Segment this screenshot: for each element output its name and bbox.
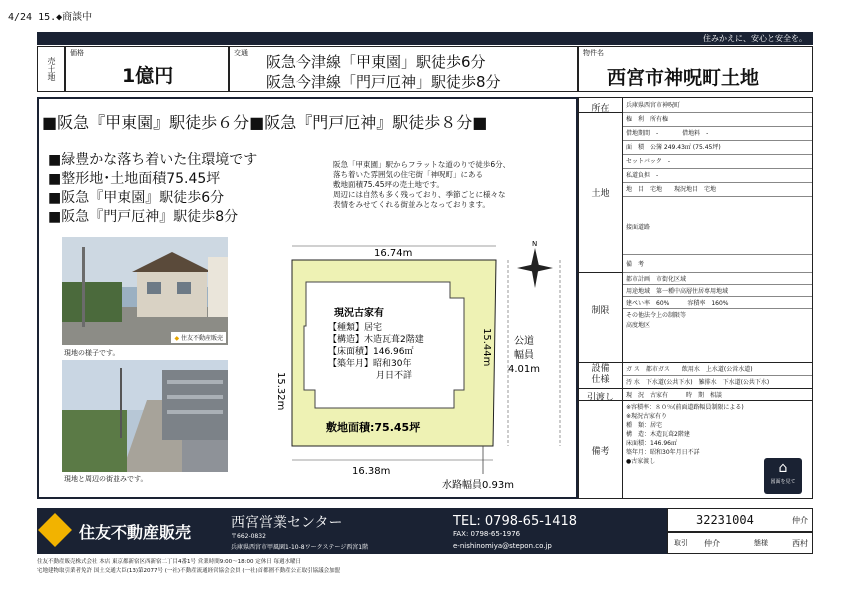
land-category-value: 地 目 宅地 現況地目 宅地 bbox=[626, 186, 717, 193]
property-label: 物件名 bbox=[583, 49, 604, 57]
badge-label: 図面を見て bbox=[770, 479, 796, 485]
price-cell bbox=[65, 46, 229, 92]
description-line: 落ち着いた雰囲気の住宅街「神呪町」にある bbox=[333, 170, 483, 179]
house-line: 【床面積】146.96㎡ bbox=[328, 347, 414, 357]
road-access-value: 接面道路 bbox=[626, 224, 651, 231]
area-value: 面 積 公簿 249.43㎡ (75.45坪) bbox=[626, 144, 721, 151]
access-line-1: 阪急今津線「甲東園」駅徒歩6分 bbox=[266, 53, 486, 71]
description-line: 周辺には自然も多く残っており、季節ごとに様々な bbox=[333, 190, 506, 199]
remark-line: 床面積：146.96㎡ bbox=[626, 440, 677, 447]
private-road-value: 私道負担 - bbox=[626, 172, 659, 179]
section-remarks: 備考 bbox=[591, 447, 610, 457]
zoning1-value: 都市計画 市街化区域 bbox=[626, 276, 687, 283]
bullet-list bbox=[48, 151, 257, 227]
agent-label: 取引 bbox=[674, 539, 688, 547]
photo-site-graphic bbox=[62, 237, 228, 345]
road-width: 4.01m bbox=[508, 364, 541, 375]
remark-line: ●古家渡し bbox=[626, 458, 656, 465]
road-access-row bbox=[623, 196, 812, 255]
section-handover: 引渡し bbox=[586, 393, 614, 403]
other-restrictions-row bbox=[623, 308, 812, 362]
description-line: 阪急「甲東園」駅からフラットな道のりで徒歩6分、 bbox=[333, 160, 511, 169]
drainage-value: 汚 水 下水道(公共下水) 雑排水 下水道(公共下水) bbox=[626, 379, 770, 386]
road-width-label: 幅員 bbox=[514, 350, 534, 361]
section-location: 所在 bbox=[591, 104, 610, 114]
site-area: 敷地面積:75.45坪 bbox=[326, 421, 421, 434]
mode-label: 態様 bbox=[754, 539, 768, 547]
code-label: 仲介 bbox=[792, 516, 808, 525]
rights-row bbox=[623, 112, 812, 127]
tel: TEL: 0798-65-1418 bbox=[453, 514, 578, 529]
code-value: 32231004 bbox=[696, 513, 754, 527]
agent-value: 仲介 bbox=[704, 539, 720, 548]
house-line: 【築年月】昭和30年 bbox=[328, 359, 412, 369]
drainage-row bbox=[623, 375, 812, 388]
access-label: 交通 bbox=[234, 49, 248, 57]
footer-bar bbox=[37, 508, 667, 554]
other-restrictions-value: その他法令上の制限等 bbox=[626, 312, 687, 319]
house-outline bbox=[304, 282, 464, 408]
land-category-row bbox=[623, 182, 812, 197]
house-title: 現況古家有 bbox=[334, 308, 384, 319]
bullet-3: ■阪急『甲東園』駅徒歩6分 bbox=[48, 190, 225, 206]
zoning2-value: 用途地域 第一種中高層住居専用地域 bbox=[626, 288, 729, 295]
property-cell bbox=[578, 46, 813, 92]
price-label: 価格 bbox=[70, 49, 84, 57]
description-line: 表情をみせてくれる街並みとなっております。 bbox=[333, 200, 490, 209]
road-label: 公道 bbox=[514, 336, 534, 347]
gas-value: ガ ス 都市ガス 飲用水 上水道(公営水道) bbox=[626, 366, 753, 373]
waterway-label: 水路幅員0.93m bbox=[442, 480, 515, 491]
house-icon: ⌂ bbox=[778, 460, 788, 476]
remark-line: ※容積率：８０％(前面道路幅員制限による) bbox=[626, 404, 744, 411]
area-row bbox=[623, 140, 812, 155]
mode-value: 西村 bbox=[792, 539, 808, 548]
note-label: 備 考 bbox=[626, 261, 645, 268]
dim-top: 16.74m bbox=[374, 248, 413, 259]
location-value: 兵庫県西宮市神呪町 bbox=[626, 102, 681, 109]
view-floorplan-badge[interactable] bbox=[764, 458, 802, 494]
remarks-block bbox=[626, 403, 744, 466]
headline: ■阪急『甲東園』駅徒歩６分■阪急『門戸厄神』駅徒歩８分■ bbox=[42, 113, 488, 132]
house-line: 月日不詳 bbox=[376, 371, 413, 381]
remark-line: 築年月：昭和30年月日不詳 bbox=[626, 449, 700, 456]
height-district-value: 高度地区 bbox=[626, 322, 651, 329]
fine-print-1: 住友不動産販売株式会社 本店 東京都新宿区西新宿二丁目4番1号 営業時間9:00〜18:00 定休日 毎週水曜日 bbox=[37, 559, 301, 565]
access-line-2: 阪急今津線「門戸厄神」駅徒歩8分 bbox=[266, 73, 501, 91]
office-name: 西宮営業センター bbox=[231, 515, 343, 531]
bullet-4: ■阪急『門戸厄神』駅徒歩8分 bbox=[48, 209, 239, 225]
top-note: 4/24 15.◆商談中 bbox=[8, 12, 93, 23]
property-name: 西宮市神呪町土地 bbox=[607, 67, 760, 89]
tagline: 住みかえに、安心と安全を。 bbox=[703, 34, 807, 43]
photo-site-caption: 現地の様子です。 bbox=[64, 349, 120, 357]
remark-line: 構 造：木造瓦葺2階建 bbox=[626, 431, 690, 438]
fax: FAX: 0798-65-1976 bbox=[453, 530, 521, 538]
description bbox=[333, 160, 573, 210]
sale-type: 売土地 bbox=[47, 57, 56, 81]
fine-print-2: 宅地建物取引業者免許 国土交通大臣(13)第2077号 (一社)不動産流通経営協会会員 (一社)首都圏不動産公正取引協議会加盟 bbox=[37, 568, 341, 574]
label-column bbox=[579, 98, 623, 498]
top-banner bbox=[37, 32, 813, 45]
access-cell bbox=[229, 46, 578, 92]
company-logo bbox=[38, 513, 72, 547]
photo-street-graphic bbox=[62, 360, 228, 472]
house-line: 【構造】木造瓦葺2階建 bbox=[328, 335, 424, 345]
address: 兵庫県西宮市甲風園1-10-8ワークステージ西宮1階 bbox=[231, 544, 369, 551]
logo-icon: ◆ bbox=[174, 335, 180, 342]
remark-line: ※現況古家有り bbox=[626, 413, 668, 420]
photo-street-caption: 現地と周辺の街並みです。 bbox=[64, 475, 148, 483]
period-row bbox=[623, 126, 812, 141]
sale-type-cell bbox=[37, 46, 65, 92]
details-table bbox=[578, 97, 813, 499]
photo-street bbox=[62, 360, 228, 472]
remark-line: 種 類：居宅 bbox=[626, 422, 663, 429]
note-row bbox=[623, 254, 812, 273]
agent-box bbox=[667, 532, 813, 554]
dim-right: 15.44m bbox=[481, 328, 492, 367]
bullet-2: ■整形地･土地面積75.45坪 bbox=[48, 171, 221, 187]
rights-value: 権 利 所有権 bbox=[626, 116, 669, 123]
gas-row bbox=[623, 362, 812, 376]
bullet-1: ■緑豊かな落ち着いた住環境です bbox=[48, 152, 258, 168]
section-restrictions: 制限 bbox=[591, 306, 610, 316]
period-value: 借地期間 - 借地料 - bbox=[626, 130, 709, 137]
setback-value: セットバック - bbox=[626, 158, 671, 165]
private-road-row bbox=[623, 168, 812, 183]
code-box bbox=[667, 508, 813, 532]
handover-value: 現 況 古家有 時 期 相談 bbox=[626, 392, 723, 399]
ratios-value: 建ぺい率 60% 容積率 160% bbox=[626, 300, 729, 307]
photo-site bbox=[62, 237, 228, 345]
dim-bottom: 16.38m bbox=[352, 466, 391, 477]
description-line: 敷地面積75.45坪の売土地です。 bbox=[333, 180, 444, 189]
section-facilities: 設備 仕様 bbox=[591, 364, 610, 385]
house-line: 【種類】居宅 bbox=[328, 323, 383, 333]
details-content bbox=[623, 98, 812, 498]
postal: 〒662-0832 bbox=[231, 533, 266, 540]
compass-icon bbox=[517, 264, 553, 272]
setback-row bbox=[623, 154, 812, 169]
north-label: N bbox=[532, 240, 538, 248]
dim-left: 15.32m bbox=[275, 372, 286, 411]
company-name: 住友不動産販売 bbox=[79, 523, 192, 542]
location-row bbox=[623, 98, 812, 113]
section-land: 土地 bbox=[591, 189, 610, 199]
price: 1億円 bbox=[122, 65, 174, 87]
photo-logo-text: 住友不動産販売 bbox=[180, 335, 223, 342]
site-plan bbox=[240, 240, 575, 498]
handover-row bbox=[623, 388, 812, 400]
photo-logo bbox=[171, 332, 226, 343]
email: e-nishinomiya@stepon.co.jp bbox=[453, 542, 552, 550]
